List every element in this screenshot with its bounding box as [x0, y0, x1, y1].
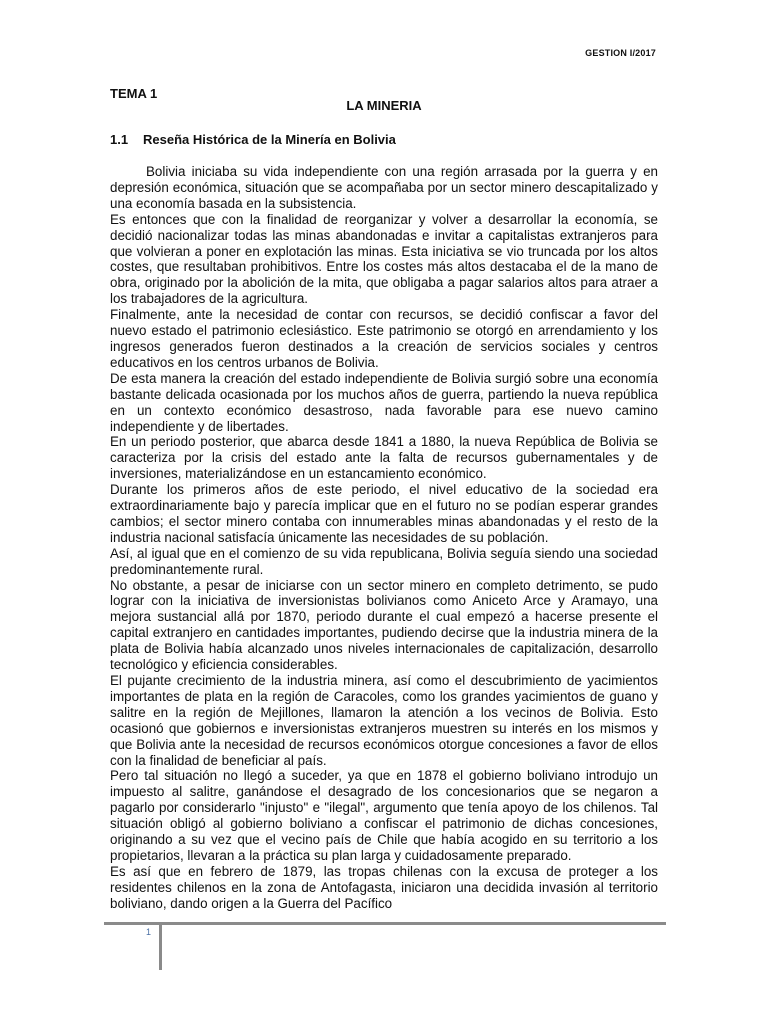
document-header-label: GESTION I/2017: [585, 48, 656, 58]
section-heading: [110, 132, 396, 147]
paragraph: En un periodo posterior, que abarca desde 1841 a 1880, la nueva República de Bolivia se caracteriza por la crisis del estado ante la falta de recursos gubernamentales y de inversiones, materializándose en un estancamiento económico.: [110, 434, 658, 482]
footer-vertical-divider: [159, 924, 162, 970]
topic-heading: TEMA 1: [110, 86, 158, 101]
paragraph: Bolivia iniciaba su vida independiente con una región arrasada por la guerra y en depresión económica, situación que se acompañaba por un sector minero descapitalizado y una economía basada en la subsistencia.: [110, 164, 658, 211]
body-text: [110, 164, 658, 912]
document-title: [0, 98, 768, 113]
paragraph: De esta manera la creación del estado independiente de Bolivia surgió sobre una economía bastante delicada ocasionada por los muchos años de guerra, partiendo la nueva república en un contexto económico desastroso, nada favorable para ese nuevo camino independiente y de libertades.: [110, 370, 658, 434]
paragraph: No obstante, a pesar de iniciarse con un sector minero en completo detrimento, se pudo lograr con la iniciativa de inversionistas bolivianos como Aniceto Arce y Aramayo, una mejora sustancial allá por 1870, periodo durante el cual empezó a hacerse presente el capital extranjero en cantidades importantes, pudiendo decirse que la industria minera de la plata de Bolivia había alcanzado unos niveles internacionales de capitalización, desarrollo tecnológico y eficiencia considerables.: [110, 577, 658, 673]
section-title: Reseña Histórica de la Minería en Bolivia: [143, 132, 396, 147]
paragraph: Durante los primeros años de este periodo, el nivel educativo de la sociedad era extraordinariamente bajo y parecía implicar que en el futuro no se podían esperar grandes cambios; el sector minero contaba con innumerables minas abandonadas y el resto de la industria nacional satisfacía únicamente las necesidades de su población.: [110, 482, 658, 545]
paragraph: Finalmente, ante la necesidad de contar con recursos, se decidió confiscar a favor del nuevo estado el patrimonio eclesiástico. Este patrimonio se otorgó en arrendamiento y los ingresos generados fueron destinados a la creación de servicios sociales y centros educativos en los centros urbanos de Bolivia.: [110, 307, 658, 370]
footer-divider: [104, 922, 666, 925]
page-number: 1: [146, 927, 152, 937]
paragraph: Es entonces que con la finalidad de reorganizar y volver a desarrollar la economía, se decidió nacionalizar todas las minas abandonadas e invitar a capitalistas extranjeros para que volvieran a poner en explotación las minas. Esta iniciativa se vio truncada por los altos costes, que resultaban prohibitivos. Entre los costes más altos destacaba el de la mano de obra, originado por la abolición de la mita, que obligaba a pagar salarios altos para atraer a los trabajadores de la agricultura.: [110, 211, 658, 307]
section-number: 1.1: [110, 132, 129, 147]
paragraph: El pujante crecimiento de la industria minera, así como el descubrimiento de yacimientos importantes de plata en la región de Caracoles, como los grandes yacimientos de guano y salitre en la región de Mejillones, llamaron la atención a los vecinos de Bolivia. Esto ocasionó que gobiernos e inversionistas extranjeros muestren su interés en los mismos y que Bolivia ante la necesidad de recursos económicos otorgue concesiones a favor de ellos con la finalidad de beneficiar al país.: [110, 673, 658, 768]
paragraph: Pero tal situación no llegó a suceder, ya que en 1878 el gobierno boliviano introdujo un impuesto al salitre, ganándose el desagrado de los concesionarios que se negaron a pagarlo por considerarlo "injusto" e "ilegal", argumento que tenía apoyo de los chilenos. Tal situación obligó al gobierno boliviano a confiscar el patrimonio de dichas concesiones, originando a su vez que el vecino país de Chile que había acogido en su territorio a los propietarios, llevaran a la práctica su plan larga y cuidadosamente preparado.: [110, 768, 658, 863]
paragraph: Es así que en febrero de 1879, las tropas chilenas con la excusa de proteger a los residentes chilenos en la zona de Antofagasta, iniciaron una decidida invasión al territorio boliviano, dando origen a la Guerra del Pacífico: [110, 863, 658, 911]
document-title-text: LA MINERIA: [346, 98, 422, 113]
paragraph: Así, al igual que en el comienzo de su vida republicana, Bolivia seguía siendo una sociedad predominantemente rural.: [110, 545, 658, 577]
